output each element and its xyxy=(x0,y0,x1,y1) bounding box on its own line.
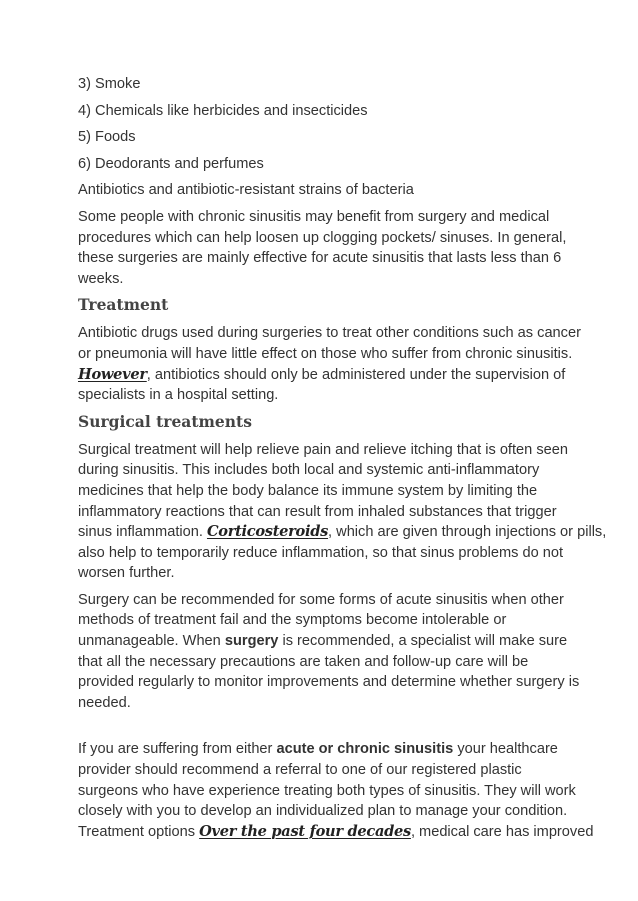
paragraph-line: Some people with chronic sinusitis may benefit from surgery and medical xyxy=(78,208,550,225)
paragraph-line: provided regularly to monitor improvements and determine whether surgery is xyxy=(78,674,580,691)
list-item-chemicals: 4) Chemicals like herbicides and insecticides xyxy=(78,102,368,119)
paragraph-line xyxy=(78,739,568,760)
paragraph-line: medicines that help the body balance its immune system by limiting the xyxy=(78,482,538,499)
paragraph-text: , which are given through injections or pills, xyxy=(328,524,607,541)
bold-sinusitis: acute or chronic sinusitis xyxy=(276,741,454,758)
paragraph-line: worsen further. xyxy=(78,565,175,582)
corticosteroids-link[interactable]: Corticosteroids xyxy=(206,523,329,541)
treatment-paragraph xyxy=(78,323,581,405)
paragraph-line: surgeons who have experience treating both types of sinusitis. They will work xyxy=(78,782,576,799)
paragraph-line: procedures which can help loosen up clogging pockets/ sinuses. In general, xyxy=(78,229,567,246)
paragraph-text: If you are suffering from either xyxy=(78,741,277,758)
paragraph-text: is recommended, a specialist will make sure xyxy=(278,633,568,650)
surgery-recommendation-paragraph xyxy=(78,590,580,714)
list-item-foods: 5) Foods xyxy=(78,129,136,146)
paragraph-line xyxy=(78,365,568,386)
paragraph-line: inflammatory reactions that can result from inhaled substances that trigger xyxy=(78,503,557,520)
four-decades-link[interactable]: Over the past four decades xyxy=(199,822,411,840)
paragraph-text: unmanageable. When xyxy=(78,633,225,650)
paragraph-line: also help to temporarily reduce inflammation, so that sinus problems do not xyxy=(78,544,564,561)
paragraph-line xyxy=(78,631,568,652)
paragraph-line: methods of treatment fail and the symptoms become intolerable or xyxy=(78,612,507,629)
surgery-benefit-paragraph xyxy=(78,207,568,289)
antibiotics-line: Antibiotics and antibiotic-resistant strains of bacteria xyxy=(78,182,414,199)
paragraph-line: these surgeries are mainly effective for acute sinusitis that lasts less than 6 xyxy=(78,250,562,267)
paragraph-text: your healthcare xyxy=(453,741,558,758)
paragraph-line: Surgery can be recommended for some forms of acute sinusitis when other xyxy=(78,591,564,608)
paragraph-line: weeks. xyxy=(78,270,124,287)
paragraph-line: provider should recommend a referral to one of our registered plastic xyxy=(78,762,522,779)
paragraph-line: that all the necessary precautions are taken and follow-up care will be xyxy=(78,653,529,670)
paragraph-text: Treatment options xyxy=(78,823,200,840)
document-body xyxy=(78,74,607,848)
paragraph-line: specialists in a hospital setting. xyxy=(78,387,279,404)
paragraph-text: sinus inflammation. xyxy=(78,524,207,541)
list-item-smoke: 3) Smoke xyxy=(78,76,141,92)
however-link[interactable]: However xyxy=(78,365,147,383)
paragraph-line: closely with you to develop an individualized plan to manage your condition. xyxy=(78,803,568,820)
paragraph-line xyxy=(78,522,607,543)
bold-surgery: surgery xyxy=(224,633,279,650)
paragraph-line: Antibiotic drugs used during surgeries to treat other conditions such as cancer xyxy=(78,325,581,342)
treatment-heading: Treatment xyxy=(78,295,169,315)
list-item-deodorants: 6) Deodorants and perfumes xyxy=(78,155,264,172)
paragraph-line: or pneumonia will have little effect on those who suffer from chronic sinusitis. xyxy=(78,345,573,362)
surgical-treatment-paragraph xyxy=(78,440,607,584)
spacer xyxy=(78,719,568,739)
paragraph-line xyxy=(78,822,594,843)
paragraph-line: needed. xyxy=(78,694,131,711)
paragraph-text: , antibiotics should only be administered under the supervision of xyxy=(146,366,566,383)
paragraph-line: Surgical treatment will help relieve pain and relieve itching that is often seen xyxy=(78,441,568,458)
paragraph-text: , medical care has improved xyxy=(410,823,594,840)
closing-paragraph xyxy=(78,739,594,842)
surgical-treatments-heading: Surgical treatments xyxy=(78,411,252,431)
paragraph-line: during sinusitis. This includes both local and systemic anti-inflammatory xyxy=(78,462,540,479)
